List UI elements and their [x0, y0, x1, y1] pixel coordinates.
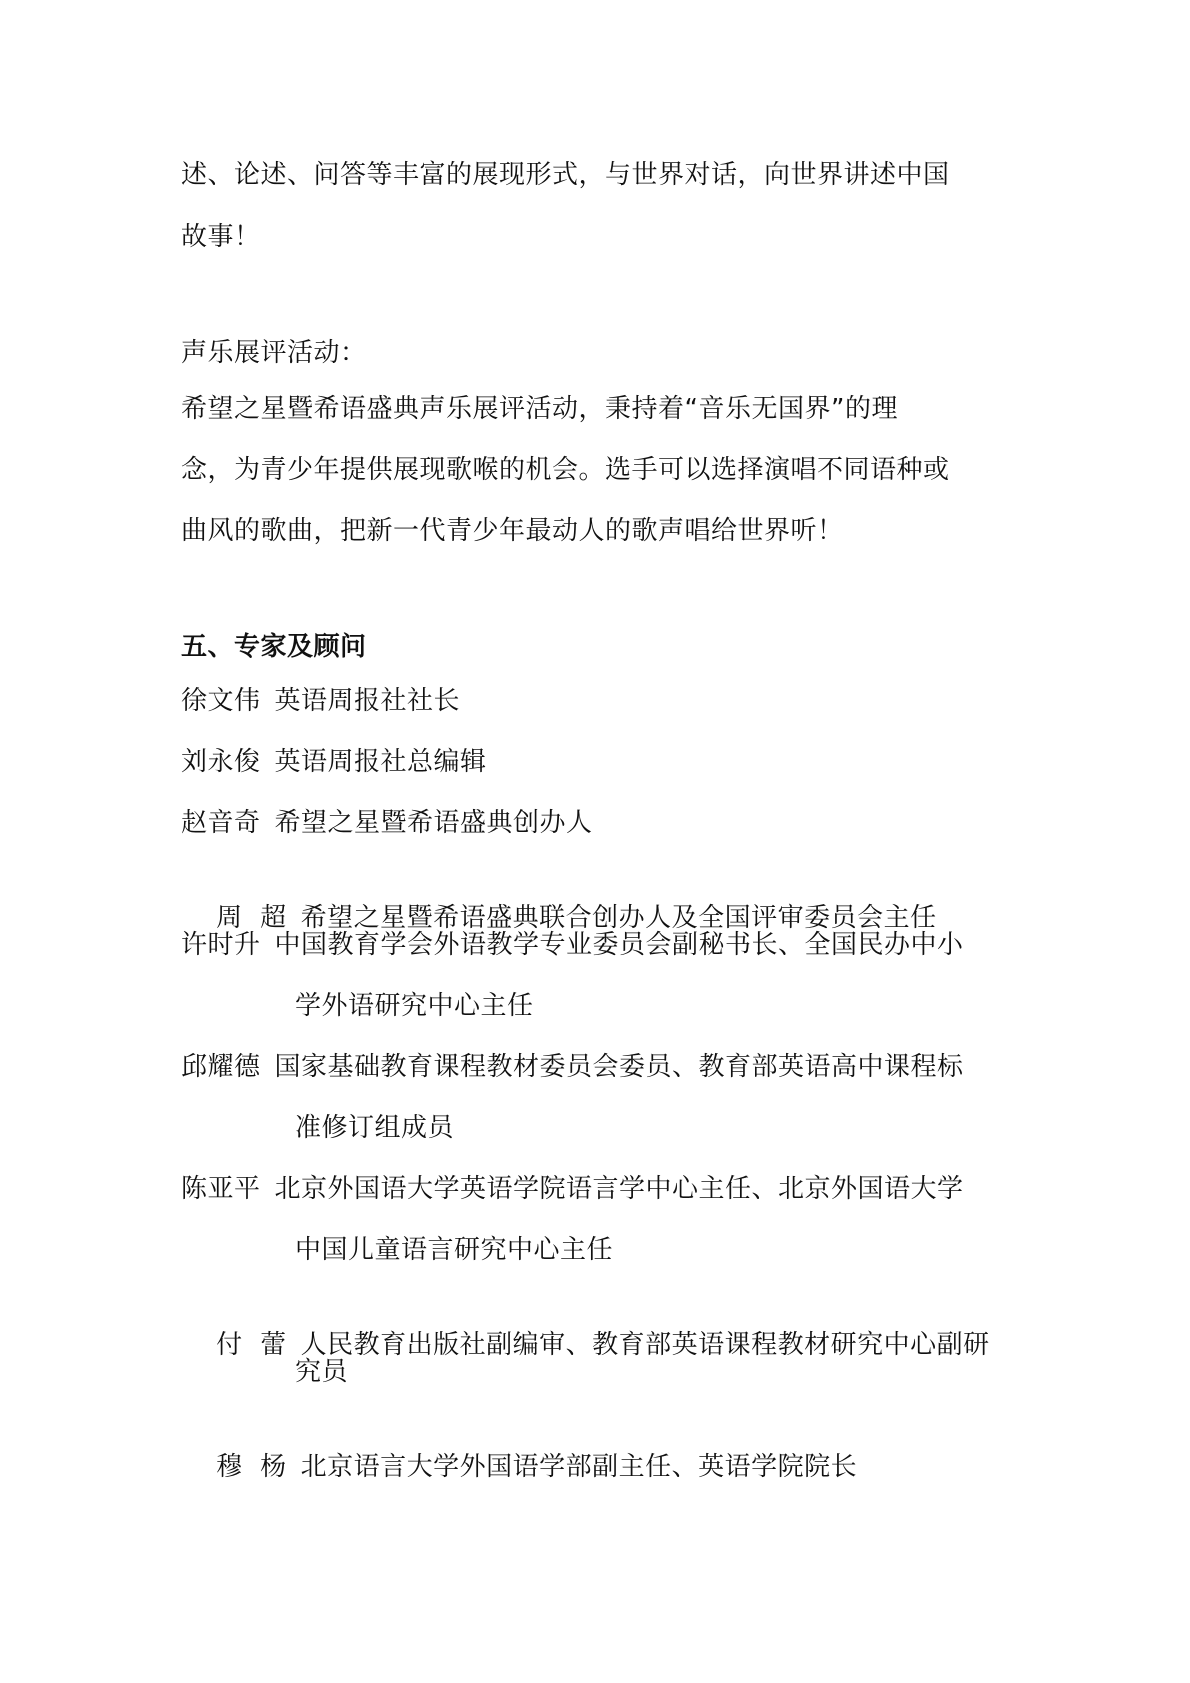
expert-name: 邱耀德: [181, 1052, 261, 1082]
expert-row: [181, 1172, 964, 1206]
expert-title: 国家基础教育课程教材委员会委员、教育部英语高中课程标: [274, 1052, 964, 1082]
vocal-section-title: 声乐展评活动：: [181, 338, 367, 368]
expert-title-continuation: 究员: [295, 1357, 349, 1387]
vocal-paragraph-line-3: 曲风的歌曲，把新一代青少年最动人的歌声唱给世界听！: [181, 516, 844, 546]
expert-title: 英语周报社社长: [274, 686, 461, 716]
expert-name: 刘永俊: [181, 747, 261, 777]
expert-title-continuation: 中国儿童语言研究中心主任: [295, 1235, 614, 1265]
intro-line-2: 故事！: [181, 222, 261, 252]
expert-title-continuation: 学外语研究中心主任: [295, 991, 534, 1021]
expert-title: 希望之星暨希语盛典联合创办人及全国评审委员会主任: [300, 903, 937, 933]
expert-title-continuation: 准修订组成员: [295, 1113, 455, 1143]
vocal-paragraph-line-1: 希望之星暨希语盛典声乐展评活动，秉持着“音乐无国界”的理: [181, 394, 898, 424]
expert-title: 中国教育学会外语教学专业委员会副秘书长、全国民办中小: [274, 930, 964, 960]
expert-name: 陈亚平: [181, 1174, 261, 1204]
expert-title: 北京语言大学外国语学部副主任、英语学院院长: [300, 1452, 858, 1482]
expert-row: [181, 928, 964, 962]
expert-name: 周 超: [216, 903, 287, 933]
expert-name: 付 蕾: [216, 1330, 287, 1360]
expert-row: [181, 1050, 964, 1084]
vocal-paragraph-line-2: 念，为青少年提供展现歌喉的机会。选手可以选择演唱不同语种或: [181, 455, 950, 485]
expert-row: [181, 745, 487, 779]
expert-title: 人民教育出版社副编审、教育部英语课程教材研究中心副研: [300, 1330, 990, 1360]
expert-title: 北京外国语大学英语学院语言学中心主任、北京外国语大学: [274, 1174, 964, 1204]
expert-title: 希望之星暨希语盛典创办人: [274, 808, 593, 838]
experts-heading: 五、专家及顾问: [181, 632, 367, 662]
expert-name: 穆 杨: [216, 1452, 287, 1482]
intro-line-1: 述、论述、问答等丰富的展现形式，与世界对话，向世界讲述中国: [181, 160, 950, 190]
expert-name: 赵音奇: [181, 808, 261, 838]
expert-title: 英语周报社总编辑: [274, 747, 487, 777]
expert-name: 许时升: [181, 930, 261, 960]
expert-row: [181, 1416, 857, 1518]
expert-row: [181, 806, 593, 840]
expert-name: 徐文伟: [181, 686, 261, 716]
expert-row: [181, 684, 460, 718]
